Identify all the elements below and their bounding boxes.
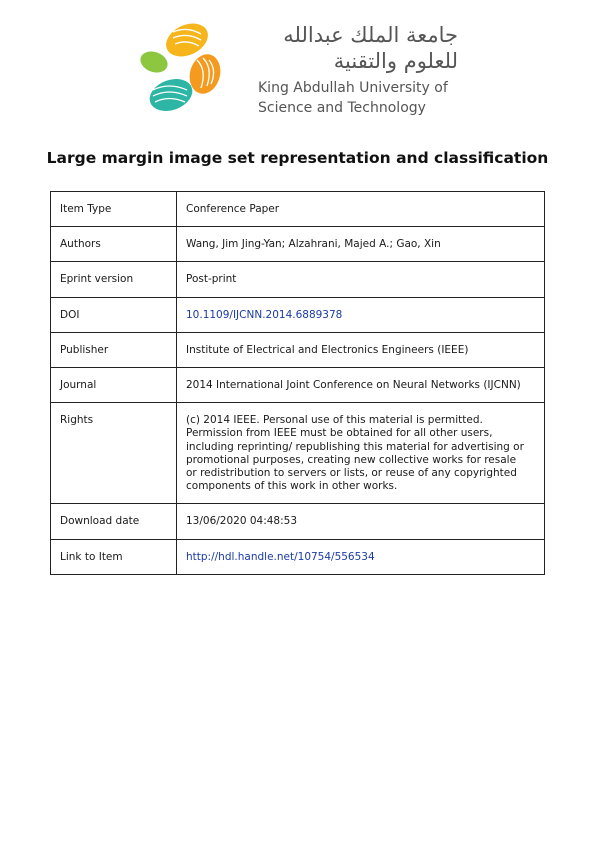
rights-line: components of this work in other works. [186, 480, 398, 493]
row-value: Conference Paper [177, 192, 545, 227]
row-label: Eprint version [51, 262, 177, 297]
table-row [51, 332, 545, 367]
rights-line: including reprinting/ republishing this material for advertising or [186, 440, 524, 453]
arabic-line-2: للعلوم والتقنية [333, 49, 458, 73]
rights-line: Permission from IEEE must be obtained for all other users, [186, 427, 493, 440]
row-label: Journal [51, 368, 177, 403]
row-value: Institute of Electrical and Electronics Engineers (IEEE) [177, 332, 545, 367]
row-value: Wang, Jim Jing-Yan; Alzahrani, Majed A.; Gao, Xin [177, 227, 545, 262]
rights-line: or redistribution to servers or lists, or reuse of any copyrighted [186, 467, 517, 480]
row-value [177, 539, 545, 574]
rights-line: (c) 2014 IEEE. Personal use of this material is permitted. [186, 414, 483, 427]
table-row [51, 368, 545, 403]
table-row [51, 297, 545, 332]
table-row [51, 539, 545, 574]
university-name-english [258, 78, 448, 118]
document-title: Large margin image set representation and classification [46, 149, 549, 167]
doi-link[interactable]: 10.1109/IJCNN.2014.6889378 [186, 308, 343, 321]
item-link[interactable]: http://hdl.handle.net/10754/556534 [186, 550, 375, 563]
table-row [51, 504, 545, 539]
metadata-table [50, 191, 545, 575]
row-value: 2014 International Joint Conference on Neural Networks (IJCNN) [177, 368, 545, 403]
english-line-2: Science and Technology [258, 100, 426, 116]
table-row [51, 262, 545, 297]
row-value [177, 297, 545, 332]
table-row [51, 192, 545, 227]
row-label: Publisher [51, 332, 177, 367]
kaust-logo [137, 22, 222, 114]
row-label: Link to Item [51, 539, 177, 574]
row-label: Item Type [51, 192, 177, 227]
rights-line: promotional purposes, creating new collective works for resale [186, 453, 517, 466]
table-row [51, 227, 545, 262]
row-label: DOI [51, 297, 177, 332]
university-name-arabic [258, 22, 458, 74]
row-label: Authors [51, 227, 177, 262]
row-value: 13/06/2020 04:48:53 [177, 504, 545, 539]
row-label: Rights [51, 403, 177, 504]
row-label: Download date [51, 504, 177, 539]
row-value: Post-print [177, 262, 545, 297]
arabic-line-1: جامعة الملك عبدالله [283, 23, 458, 47]
table-row [51, 403, 545, 504]
row-value [177, 403, 545, 504]
english-line-1: King Abdullah University of [258, 80, 448, 96]
